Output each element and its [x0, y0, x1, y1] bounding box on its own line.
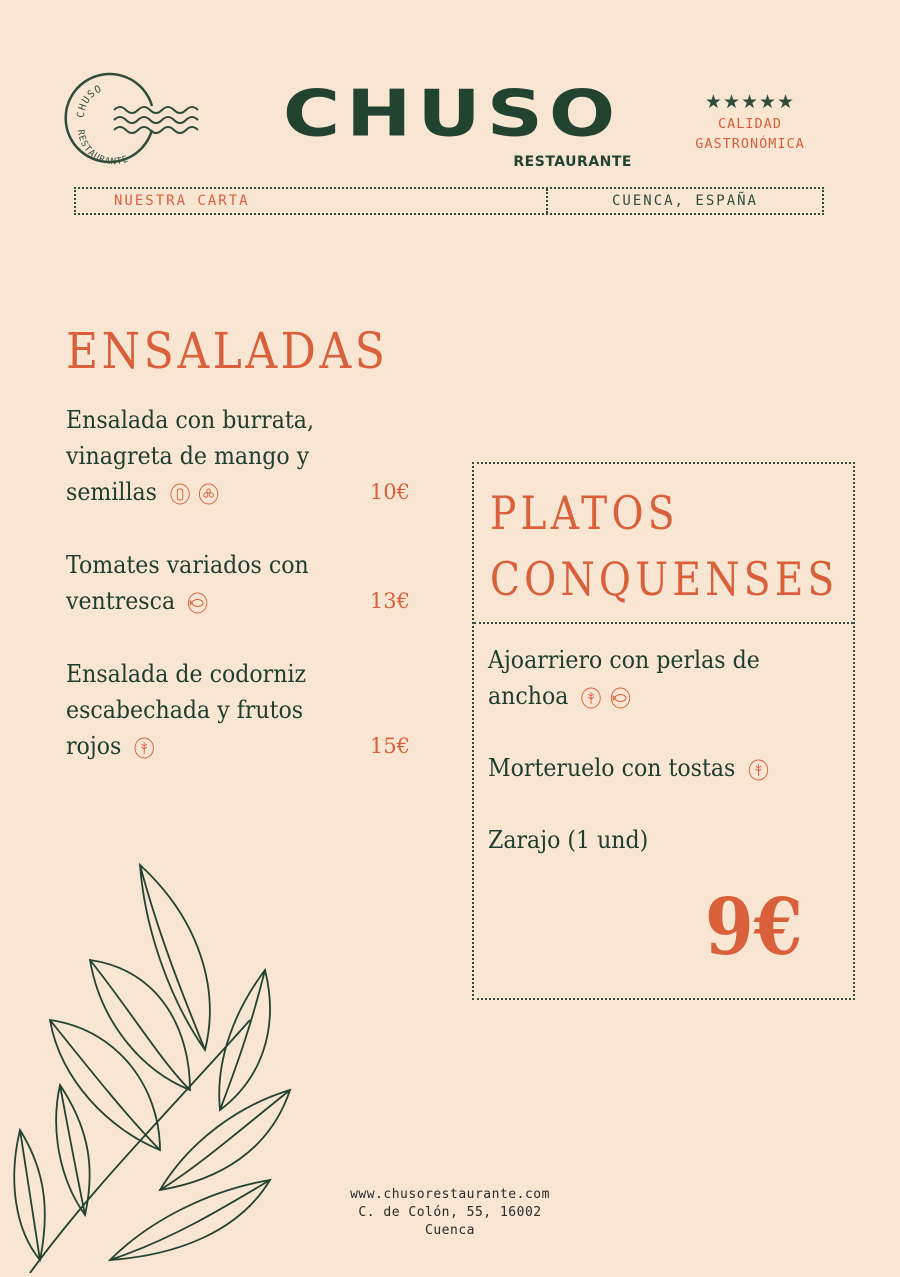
- dish-price: 15€: [369, 734, 410, 758]
- fish-icon: [188, 592, 208, 614]
- leaves-illustration: [0, 860, 300, 1273]
- fish-icon: [610, 687, 630, 709]
- rating-block: [675, 92, 825, 154]
- dish-name-line: Ajoarriero con perlas de: [488, 646, 760, 674]
- brand-name: CHUSO: [282, 77, 622, 151]
- dish-name-line: vinagreta de mango y: [66, 442, 310, 470]
- dish-name-line: ventresca: [66, 587, 176, 615]
- brand-sub: RESTAURANTE: [513, 154, 632, 170]
- badge-top-text: CHUSO: [75, 83, 105, 119]
- dish-item: [66, 547, 426, 619]
- rating-line1: CALIDAD: [718, 116, 782, 132]
- dish-name-line: Tomates variados con: [66, 551, 309, 579]
- svg-text:CHUSO: [76, 83, 104, 118]
- svg-text:RESTAURANTE: [75, 129, 131, 167]
- wheat-icon: [134, 737, 154, 759]
- menu-label: NUESTRA CARTA: [76, 189, 548, 213]
- stars-icon: ★★★★★: [704, 91, 796, 113]
- dish-name-line: Ensalada de codorniz: [66, 660, 307, 688]
- dish-name-line: anchoa: [488, 682, 569, 710]
- dish-name-line: Morteruelo con tostas: [488, 754, 736, 782]
- wheat-icon: [748, 759, 768, 781]
- dish-name-line: escabechada y frutos: [66, 696, 304, 724]
- dish-item: [488, 642, 853, 714]
- section-title-platos-line2: CONQUENSES: [490, 552, 839, 606]
- dish-name-line: Zarajo (1 und): [488, 826, 649, 854]
- wheat-icon: [581, 687, 601, 709]
- seeds-icon: [199, 483, 219, 505]
- dish-item: [488, 750, 853, 786]
- section-title-platos-line1: PLATOS: [490, 486, 679, 540]
- logo-badge: [64, 70, 160, 166]
- milk-icon: [170, 483, 190, 505]
- waves-icon: [114, 107, 198, 133]
- dish-name-line: Ensalada con burrata,: [66, 406, 314, 434]
- badge-bottom-text: RESTAURANTE: [74, 129, 131, 168]
- footer: [300, 1186, 600, 1240]
- location-label: CUENCA, ESPAÑA: [611, 193, 758, 209]
- dish-price: 10€: [369, 480, 410, 504]
- section-title-ensaladas: ENSALADAS: [66, 322, 389, 380]
- rating-line2: GASTRONÓMICA: [695, 136, 805, 152]
- platos-conquenses-box: [472, 462, 855, 1000]
- platos-price: 9€: [705, 882, 803, 973]
- info-bar: [74, 187, 824, 215]
- dish-item: [66, 656, 426, 764]
- website-link[interactable]: www.chusorestaurante.com: [350, 1187, 550, 1202]
- dish-name-line: rojos: [66, 732, 122, 760]
- dish-name-line: semillas: [66, 478, 158, 506]
- city-text: Cuenca: [425, 1223, 475, 1238]
- address-text: C. de Colón, 55, 16002: [358, 1205, 542, 1220]
- dish-price: 13€: [369, 589, 410, 613]
- brand-logo: [262, 77, 642, 170]
- dish-item: [488, 822, 853, 858]
- dish-item: [66, 402, 426, 510]
